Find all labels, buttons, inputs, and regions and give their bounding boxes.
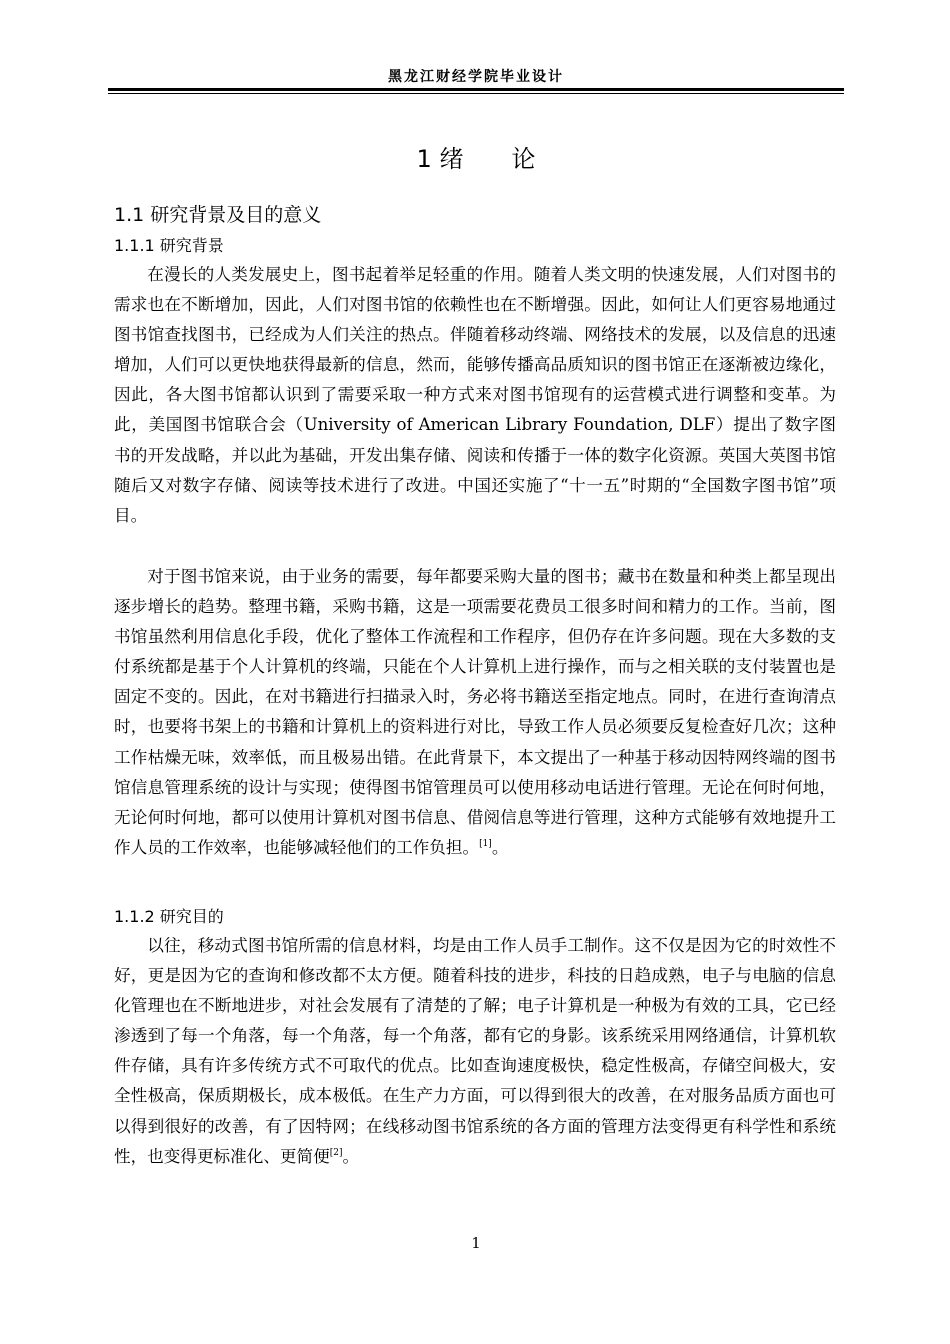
paragraph-purpose-text: 以往，移动式图书馆所需的信息材料，均是由工作人员手工制作。这不仅是因为它的时效性不好，更是因为它的查询和修改都不太方便。随着科技的进步，科技的日趋成熟，电子与电脑的信息化管理也在不断地进步，对社会发展有了清楚的了解；电子计算机是一种极为有效的工具，它已经渗透到了每一个角落，每一个角落，每一个角落，都有它的身影。该系统采用网络通信，计算机软件存储，具有许多传统方式不可取代的优点。比如查询速度极快，稳定性极高，存储空间极大，安全性极高，保质期极长，成本极低。在生产力方面，可以得到很大的改善，在对服务品质方面也可以得到很好的改善，有了因特网；在线移动图书馆系统的各方面的管理方法变得更有科学性和系统性，也变得更标准化、更简便 — [114, 936, 836, 1166]
section-heading-1-1-1: 1.1.1 研究背景 — [114, 236, 224, 255]
paragraph-background-1: 在漫长的人类发展史上，图书起着举足轻重的作用。随着人类文明的快速发展，人们对图书的需求也在不断增加，因此，人们对图书馆的依赖性也在不断增强。因此，如何让人们更容易地通过图书馆查找图书，已经成为人们关注的热点。伴随着移动终端、网络技术的发展，以及信息的迅速增加，人们可以更快地获得最新的信息，然而，能够传播高品质知识的图书馆正在逐渐被边缘化，因此，各大图书馆都认识到了需要采取一种方式来对图书馆现有的运营模式进行调整和变革。为此，美国图书馆联合会（University of American Library Foundation, DLF）提出了数字图书的开发战略，并以此为基础，开发出集存储、阅读和传播于一体的数字化资源。英国大英图书馆随后又对数字存储、阅读等技术进行了改进。中国还实施了“十一五”时期的“全国数字图书馆”项目。 — [114, 265, 836, 525]
chapter-title — [108, 139, 844, 174]
header-rule-thick — [108, 88, 844, 91]
section-heading-1-1: 1.1 研究背景及目的意义 — [114, 204, 322, 226]
section-heading-1-1-2: 1.1.2 研究目的 — [114, 907, 224, 926]
citation-1: [1] — [479, 838, 492, 849]
paragraph-background-2 — [114, 562, 836, 863]
running-header: 黑龙江财经学院毕业设计 — [388, 69, 564, 85]
chapter-number: 1 — [416, 145, 432, 173]
citation-1-tail: 。 — [491, 837, 509, 857]
chapter-name: 绪 论 — [439, 145, 536, 173]
citation-2-tail: 。 — [342, 1146, 360, 1166]
citation-2: [2] — [329, 1147, 343, 1158]
paragraph-purpose — [114, 931, 836, 1172]
paragraph-background-2-text: 对于图书馆来说，由于业务的需要，每年都要采购大量的图书；藏书在数量和种类上都呈现出逐步增长的趋势。整理书籍，采购书籍，这是一项需要花费员工很多时间和精力的工作。当前，图书馆虽然利用信息化手段，优化了整体工作流程和工作程序，但仍存在许多问题。现在大多数的支付系统都是基于个人计算机的终端，只能在个人计算机上进行操作，而与之相关联的支付装置也是固定不变的。因此，在对书籍进行扫描录入时，务必将书籍送至指定地点。同时，在进行查询清点时，也要将书架上的书籍和计算机上的资料进行对比，导致工作人员必须要反复检查好几次；这种工作枯燥无味，效率低，而且极易出错。在此背景下，本文提出了一种基于移动因特网终端的图书馆信息管理系统的设计与实现；使得图书馆管理员可以使用移动电话进行管理。无论在何时何地，无论何时何地，都可以使用计算机对图书信息、借阅信息等进行管理，这种方式能够有效地提升工作人员的工作效率，也能够减轻他们的工作负担。 — [114, 567, 836, 857]
page-number: 1 — [471, 1234, 481, 1252]
header-rule-thin — [108, 93, 844, 94]
